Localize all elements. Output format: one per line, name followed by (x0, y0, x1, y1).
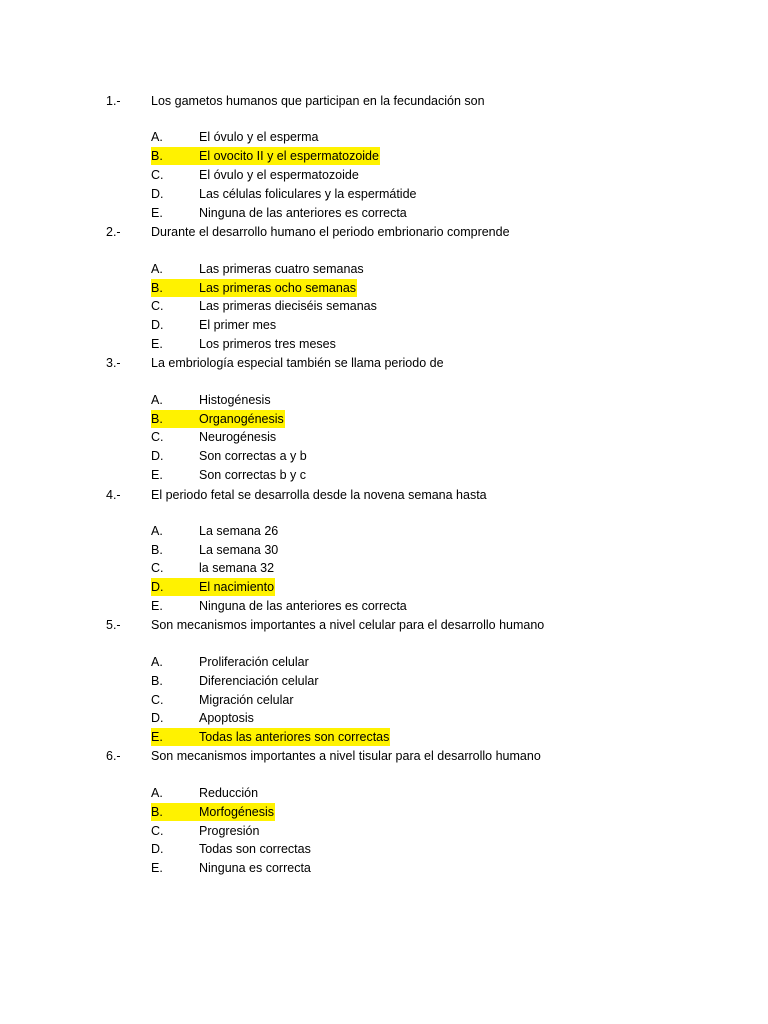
option-text: El primer mes (199, 318, 277, 332)
option-letter: C. (151, 299, 164, 313)
option-letter: A. (151, 655, 163, 669)
question-text: Durante el desarrollo humano el periodo embrionario comprende (151, 225, 510, 239)
question-text: La embriología especial también se llama periodo de (151, 356, 444, 370)
option-text: Ninguna de las anteriores es correcta (199, 599, 407, 613)
option-text: El ovocito II y el espermatozoide (199, 149, 379, 163)
question-number: 6.- (106, 749, 121, 763)
option-text: la semana 32 (199, 561, 275, 575)
question-number: 5.- (106, 618, 121, 632)
option-text: La semana 30 (199, 543, 279, 557)
option-text: Las células foliculares y la espermátide (199, 187, 417, 201)
option-text: Migración celular (199, 693, 294, 707)
option-text: Progresión (199, 824, 260, 838)
option-letter: B. (151, 543, 163, 557)
option-text: Ninguna de las anteriores es correcta (199, 206, 407, 220)
option-letter: E. (151, 468, 163, 482)
option-letter: E. (151, 730, 163, 744)
option-text: Histogénesis (199, 393, 271, 407)
option-text: Todas las anteriores son correctas (199, 730, 390, 744)
option-text: El óvulo y el esperma (199, 130, 319, 144)
option-text: Las primeras dieciséis semanas (199, 299, 377, 313)
option-text: Neurogénesis (199, 430, 277, 444)
option-letter: B. (151, 674, 163, 688)
option-text: Reducción (199, 786, 259, 800)
question-text: Son mecanismos importantes a nivel celular para el desarrollo humano (151, 618, 545, 632)
option-text: Ninguna es correcta (199, 861, 311, 875)
option-letter: E. (151, 861, 163, 875)
question-number: 2.- (106, 225, 121, 239)
option-letter: D. (151, 580, 164, 594)
option-letter: C. (151, 168, 164, 182)
option-letter: B. (151, 805, 163, 819)
option-e (151, 728, 390, 746)
option-letter: D. (151, 842, 164, 856)
option-letter: C. (151, 561, 164, 575)
option-letter: A. (151, 393, 163, 407)
option-letter: D. (151, 449, 164, 463)
option-text: El óvulo y el espermatozoide (199, 168, 359, 182)
option-b (151, 279, 357, 297)
option-letter: D. (151, 187, 164, 201)
question-number: 4.- (106, 488, 121, 502)
option-letter: C. (151, 430, 164, 444)
option-text: Son correctas b y c (199, 468, 306, 482)
option-b (151, 147, 380, 165)
option-letter: E. (151, 337, 163, 351)
option-d (151, 578, 275, 596)
option-letter: D. (151, 318, 164, 332)
option-text: Apoptosis (199, 711, 254, 725)
option-letter: B. (151, 149, 163, 163)
option-text: La semana 26 (199, 524, 279, 538)
option-text: Organogénesis (199, 412, 284, 426)
option-text: Morfogénesis (199, 805, 275, 819)
option-letter: C. (151, 824, 164, 838)
question-number: 3.- (106, 356, 121, 370)
option-letter: A. (151, 130, 163, 144)
question-text: Los gametos humanos que participan en la fecundación son (151, 94, 485, 108)
option-text: Proliferación celular (199, 655, 309, 669)
option-letter: B. (151, 281, 163, 295)
option-b (151, 410, 285, 428)
option-letter: A. (151, 262, 163, 276)
question-number: 1.- (106, 94, 121, 108)
option-b (151, 803, 275, 821)
question-text: El periodo fetal se desarrolla desde la novena semana hasta (151, 488, 487, 502)
option-letter: C. (151, 693, 164, 707)
option-text: Todas son correctas (199, 842, 311, 856)
option-letter: E. (151, 599, 163, 613)
option-text: Las primeras ocho semanas (199, 281, 357, 295)
option-text: Las primeras cuatro semanas (199, 262, 364, 276)
option-letter: A. (151, 524, 163, 538)
option-text: Diferenciación celular (199, 674, 319, 688)
option-text: Los primeros tres meses (199, 337, 336, 351)
option-letter: A. (151, 786, 163, 800)
option-letter: B. (151, 412, 163, 426)
option-text: El nacimiento (199, 580, 275, 594)
option-letter: D. (151, 711, 164, 725)
option-text: Son correctas a y b (199, 449, 307, 463)
question-text: Son mecanismos importantes a nivel tisular para el desarrollo humano (151, 749, 541, 763)
option-letter: E. (151, 206, 163, 220)
